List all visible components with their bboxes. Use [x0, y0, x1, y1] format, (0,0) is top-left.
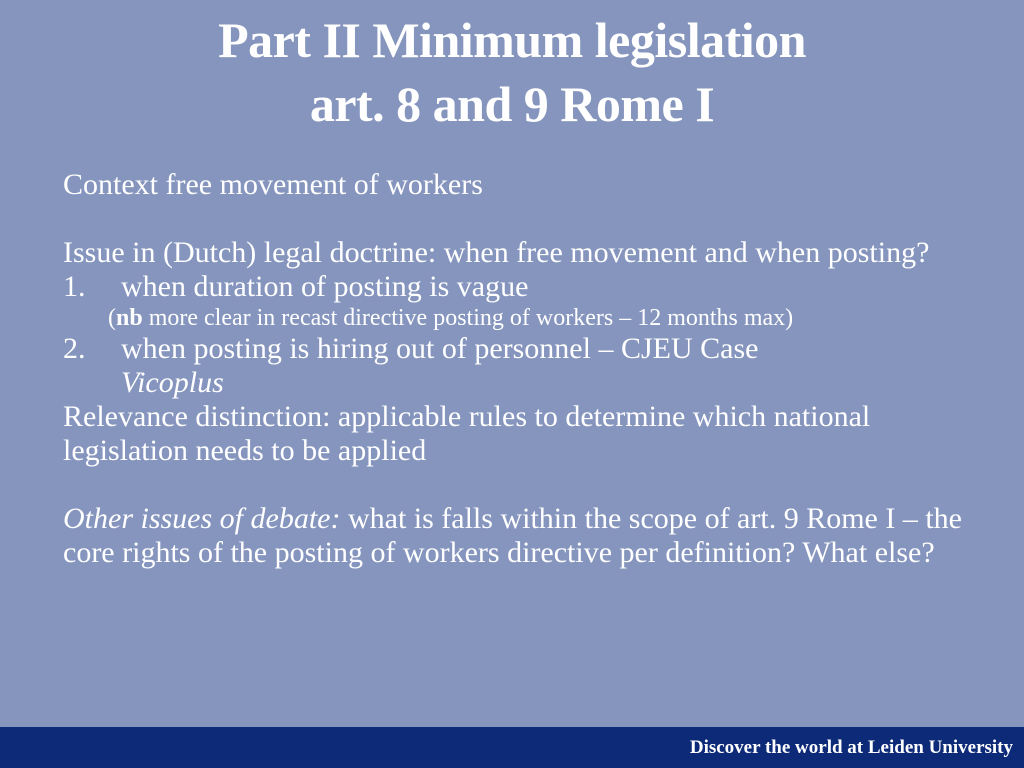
spacer — [63, 468, 963, 502]
list-item-1 — [63, 270, 963, 304]
nb-note — [63, 304, 963, 332]
list-item-2 — [63, 332, 963, 400]
title-line-2: art. 8 and 9 Rome I — [309, 76, 715, 132]
note-open-paren: ( — [108, 305, 116, 331]
other-issues-label: Other issues of debate: — [63, 502, 341, 535]
note-bold-nb: nb — [116, 305, 143, 331]
list-number-1: 1. — [63, 270, 86, 303]
slide-title — [0, 8, 1024, 136]
list-number-2: 2. — [63, 332, 86, 365]
relevance-paragraph: Relevance distinction: applicable rules to determine which national legislation needs to be applied — [63, 400, 871, 467]
note-text: more clear in recast directive posting of workers – 12 months max) — [142, 305, 794, 331]
case-name: Vicoplus — [121, 366, 224, 399]
footer-bar — [0, 727, 1024, 768]
other-issues-paragraph — [63, 502, 963, 570]
footer-tagline: Discover the world at Leiden University — [689, 737, 1013, 758]
context-paragraph: Context free movement of workers — [63, 168, 483, 201]
title-line-1: Part II Minimum legislation — [218, 12, 806, 68]
spacer — [63, 202, 963, 236]
list-text-1: when duration of posting is vague — [121, 270, 529, 303]
issue-paragraph: Issue in (Dutch) legal doctrine: when free movement and when posting? — [63, 236, 930, 269]
slide-body — [63, 168, 963, 570]
list-text-2: when posting is hiring out of personnel – CJEU Case — [121, 332, 759, 365]
other-issues-text: what is falls within the scope of art. 9 Rome I – the core rights of the posting of workers directive per definition? What else? — [63, 502, 963, 569]
